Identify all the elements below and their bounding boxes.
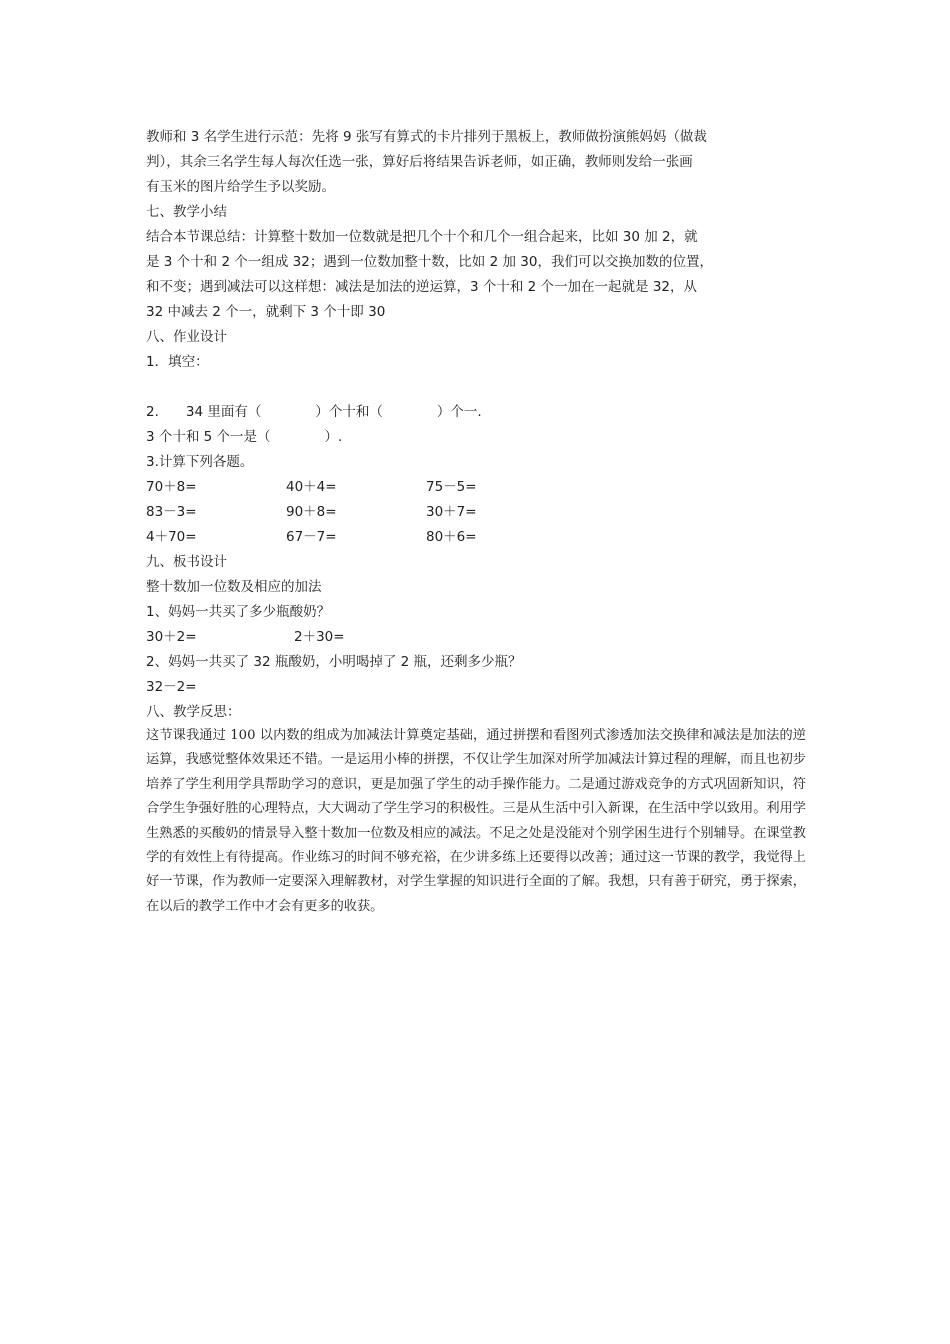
homework-q2-b: 3 个十和 5 个一是（ ）. — [146, 429, 343, 445]
summary-line-1: 结合本节课总结：计算整十数加一位数就是把几个十个和几个一组合起来，比如 30 加 2，就 — [146, 229, 698, 245]
summary-line-3: 和不变；遇到减法可以这样想：减法是加法的逆运算，3 个十和 2 个一加在一起就是 32，从 — [146, 279, 698, 295]
reflection-heading: 八、教学反思： — [146, 704, 241, 720]
calc-cell: 80＋6= — [426, 529, 477, 545]
homework-q3: 3.计算下列各题。 — [146, 454, 254, 470]
calc-cell: 70＋8= — [146, 479, 197, 495]
calc-cell: 30＋7= — [426, 504, 477, 520]
calc-cell: 83－3= — [146, 504, 197, 520]
board-heading: 九、板书设计 — [146, 554, 227, 570]
board-q1: 1、妈妈一共买了多少瓶酸奶？ — [146, 604, 331, 620]
summary-line-2: 是 3 个十和 2 个一组成 32；遇到一位数加整十数，比如 2 加 30，我们可以交换加数的位置， — [146, 254, 713, 270]
board-title: 整十数加一位数及相应的加法 — [146, 579, 322, 595]
demo-line-2: 判），其余三名学生每人每次任选一张，算好后将结果告诉老师，如正确，教师则发给一张画 — [146, 154, 693, 170]
board-q2-answer: 32－2= — [146, 679, 197, 695]
homework-q1: 1．填空： — [146, 354, 209, 370]
homework-q2-a: 2. 34 里面有（ ）个十和（ ）个一. — [146, 404, 482, 420]
calc-cell: 67－7= — [286, 529, 337, 545]
summary-line-4: 32 中减去 2 个一，就剩下 3 个十即 30 — [146, 304, 386, 320]
reflection-body: 这节课我通过 100 以内数的组成为加减法计算奠定基础，通过拼摆和看图列式渗透加法交换律和减法是加法的逆运算，我感觉整体效果还不错。一是运用小棒的拼摆，不仅让学生加深对所学加减法计算过程的理解，而且也初步培养了学生利用学具帮助学习的意识，更是加强了学生的动手操作能力。二是通过游戏竞争的方式巩固新知识，符合学生争强好胜的心理特点，大大调动了学生学习的积极性。三是从生活中引入新课，在生活中学以致用。利用学生熟悉的买酸奶的情景导入整十数加一位数及相应的减法。不足之处是没能对个别学困生进行个别辅导。在课堂教学的有效性上有待提高。作业练习的时间不够充裕，在少讲多练上还要得以改善；通过这一节课的教学，我觉得上好一节课，作为教师一定要深入理解教材，对学生掌握的知识进行全面的了解。我想，只有善于研究，勇于探索，在以后的教学工作中才会有更多的收获。 — [146, 728, 806, 914]
demo-line-3: 有玉米的图片给学生予以奖励。 — [146, 179, 335, 195]
calc-cell: 4＋70= — [146, 529, 197, 545]
calc-cell: 40＋4= — [286, 479, 337, 495]
board-q2: 2、妈妈一共买了 32 瓶酸奶，小明喝掉了 2 瓶，还剩多少瓶？ — [146, 654, 522, 670]
summary-heading: 七、教学小结 — [146, 204, 227, 220]
board-q1-right: 2＋30= — [294, 629, 345, 645]
calc-cell: 75－5= — [426, 479, 477, 495]
homework-heading: 八、作业设计 — [146, 329, 227, 345]
demo-line-1: 教师和 3 名学生进行示范：先将 9 张写有算式的卡片排列于黑板上，教师做扮演熊妈妈（做裁 — [146, 129, 707, 145]
calc-cell: 90＋8= — [286, 504, 337, 520]
board-q1-left: 30＋2= — [146, 629, 197, 645]
